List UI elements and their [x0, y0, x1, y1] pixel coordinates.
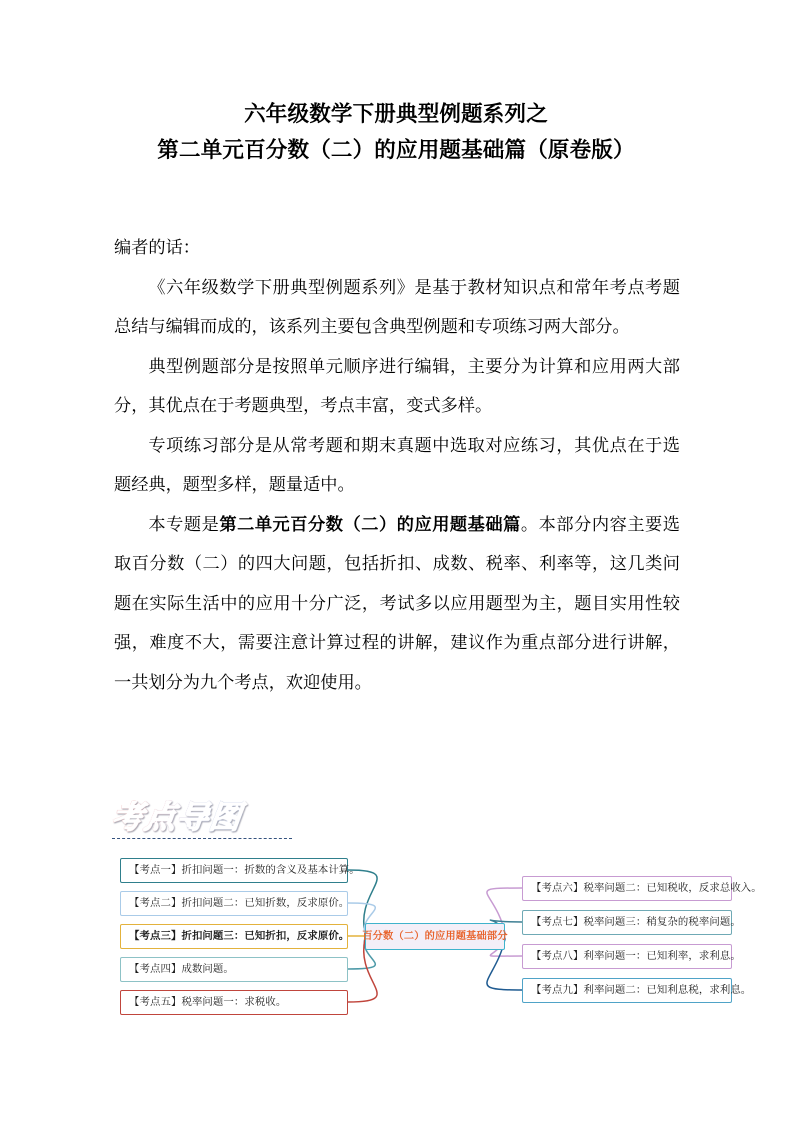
preface-paragraph-4-prefix: 本专题是 [148, 513, 220, 534]
mindmap-node-label: 【考点三】折扣问题三：已知折扣，反求原价。 [129, 931, 350, 942]
mindmap-node-kaodian-6[interactable] [522, 876, 762, 901]
preface-paragraph-4-emphasis: 第二单元百分数（二）的应用题基础篇 [219, 513, 521, 534]
mindmap-node-kaodian-2[interactable] [120, 891, 348, 916]
page-title [96, 96, 696, 168]
mindmap-node-kaodian-9[interactable] [522, 978, 752, 1003]
mindmap-node-label: 【考点七】税率问题三：稍复杂的税率问题。 [531, 917, 741, 928]
preface-paragraph-2: 典型例题部分是按照单元顺序进行编辑，主要分为计算和应用两大部分，其优点在于考题典型，考点丰富，变式多样。 [114, 355, 680, 415]
mindmap-node-kaodian-3[interactable] [120, 924, 348, 949]
mindmap-node-label: 【考点九】利率问题二：已知利息税，求利息。 [531, 985, 752, 996]
mindmap-center-label: 百分数（二）的应用题基础部分 [362, 931, 508, 942]
mindmap-diagram [0, 855, 793, 1030]
mindmap-heading [109, 800, 412, 848]
preface-paragraph-4 [114, 505, 680, 703]
preface-label: 编者的话： [114, 237, 200, 257]
mindmap-node-label: 【考点六】税率问题二：已知税收，反求总收入。 [531, 883, 762, 894]
mindmap-node-kaodian-4[interactable] [120, 957, 348, 982]
mindmap-heading-divider [112, 838, 292, 839]
preface-paragraph-1: 《六年级数学下册典型例题系列》是基于教材知识点和常年考点考题总结与编辑而成的，该系列主要包含典型例题和专项练习两大部分。 [114, 276, 680, 336]
mindmap-node-label: 【考点五】税率问题一：求税收。 [129, 997, 287, 1008]
mindmap-node-kaodian-8[interactable] [522, 944, 741, 969]
mindmap-node-label: 【考点八】利率问题一：已知利率，求利息。 [531, 951, 741, 962]
title-line-1: 六年级数学下册典型例题系列之 [244, 102, 548, 126]
mindmap-node-kaodian-5[interactable] [120, 990, 348, 1015]
mindmap-node-label: 【考点四】成数问题。 [129, 964, 234, 975]
title-line-2: 第二单元百分数（二）的应用题基础篇（原卷版） [157, 138, 635, 162]
mindmap-node-kaodian-1[interactable] [120, 858, 360, 883]
mindmap-node-kaodian-7[interactable] [522, 910, 741, 935]
preface-paragraph-4-suffix: 。本部分内容主要选取百分数（二）的四大问题，包括折扣、成数、税率、利率等，这几类问题在实际生活中的应用十分广泛，考试多以应用题型为主，题目实用性较强，难度不大，需要注意计算过程的讲解，建议作为重点部分进行讲解，一共划分为九个考点，欢迎使用。 [114, 513, 680, 692]
mindmap-node-label: 【考点一】折扣问题一：折数的含义及基本计算。 [129, 865, 360, 876]
mindmap-heading-wordart: 考点导图 [109, 800, 245, 835]
mindmap-node-label: 【考点二】折扣问题二：已知折数，反求原价。 [129, 898, 350, 909]
preface-body [114, 228, 680, 702]
mindmap-node-center[interactable] [362, 923, 508, 950]
preface-paragraph-3: 专项练习部分是从常考题和期末真题中选取对应练习，其优点在于选题经典，题型多样，题量适中。 [114, 434, 680, 494]
